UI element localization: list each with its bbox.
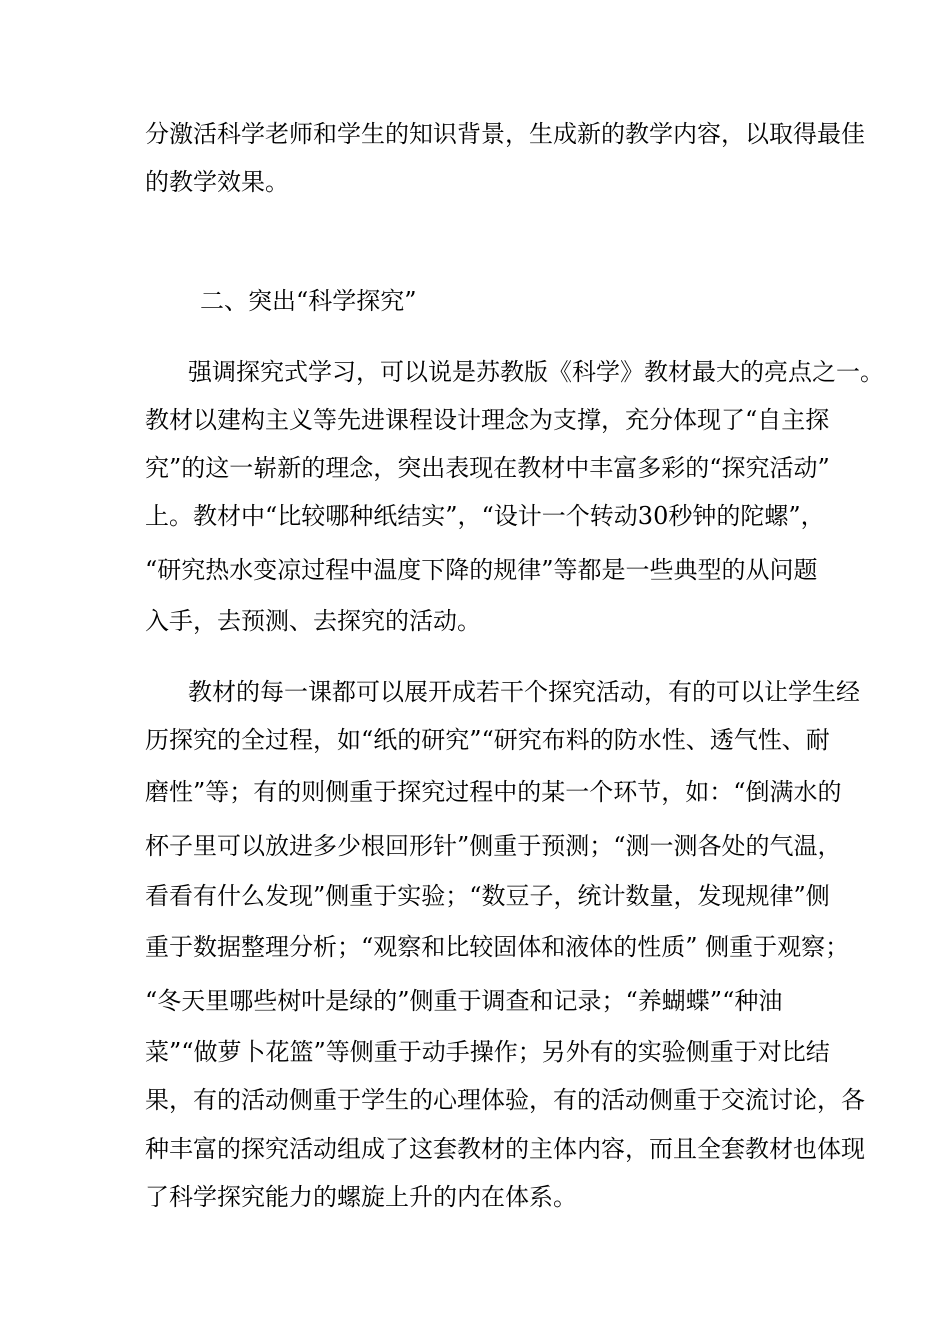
paragraph-line: 究”的这一崭新的理念，突出表现在教材中丰富多彩的“探究活动” — [145, 454, 830, 482]
paragraph-line: 强调探究式学习，可以说是苏教版《科学》教材最大的亮点之一。 — [188, 358, 884, 386]
paragraph-line: 上。教材中“比较哪种纸结实”，“设计一个转动30秒钟的陀螺”， — [145, 502, 825, 530]
paragraph-line: 重于数据整理分析；“观察和比较固体和液体的性质” 侧重于观察； — [145, 933, 850, 961]
paragraph-line: 菜”“做萝卜花篮”等侧重于动手操作；另外有的实验侧重于对比结 — [145, 1038, 830, 1066]
paragraph-line: 杯子里可以放进多少根回形针”侧重于预测；“测一测各处的气温， — [145, 832, 842, 860]
paragraph-line: 入手，去预测、去探究的活动。 — [145, 607, 481, 635]
paragraph-line: 看看有什么发现”侧重于实验；“数豆子，统计数量，发现规律”侧 — [145, 882, 830, 910]
paragraph-line: 果，有的活动侧重于学生的心理体验，有的活动侧重于交流讨论，各 — [145, 1086, 865, 1114]
paragraph-line: 分激活科学老师和学生的知识背景，生成新的教学内容，以取得最佳 — [145, 120, 865, 148]
paragraph-line: 种丰富的探究活动组成了这套教材的主体内容，而且全套教材也体现 — [145, 1135, 865, 1163]
paragraph-line: 教材的每一课都可以展开成若干个探究活动，有的可以让学生经 — [188, 678, 860, 706]
paragraph-line: 的教学效果。 — [145, 168, 289, 196]
paragraph-line: 教材以建构主义等先进课程设计理念为支撑，充分体现了“自主探 — [145, 406, 830, 434]
paragraph-line: 磨性”等；有的则侧重于探究过程中的某一个环节，如：“倒满水的 — [145, 778, 842, 806]
section-heading: 二、突出“科学探究” — [200, 287, 417, 315]
paragraph-line: “研究热水变凉过程中温度下降的规律”等都是一些典型的从问题 — [145, 556, 818, 584]
paragraph-line: 历探究的全过程，如“纸的研究”“研究布料的防水性、透气性、耐 — [145, 726, 830, 754]
paragraph-line: “冬天里哪些树叶是绿的”侧重于调查和记录；“养蝴蝶”“种油 — [145, 987, 783, 1015]
paragraph-line: 了科学探究能力的螺旋上升的内在体系。 — [145, 1183, 577, 1211]
